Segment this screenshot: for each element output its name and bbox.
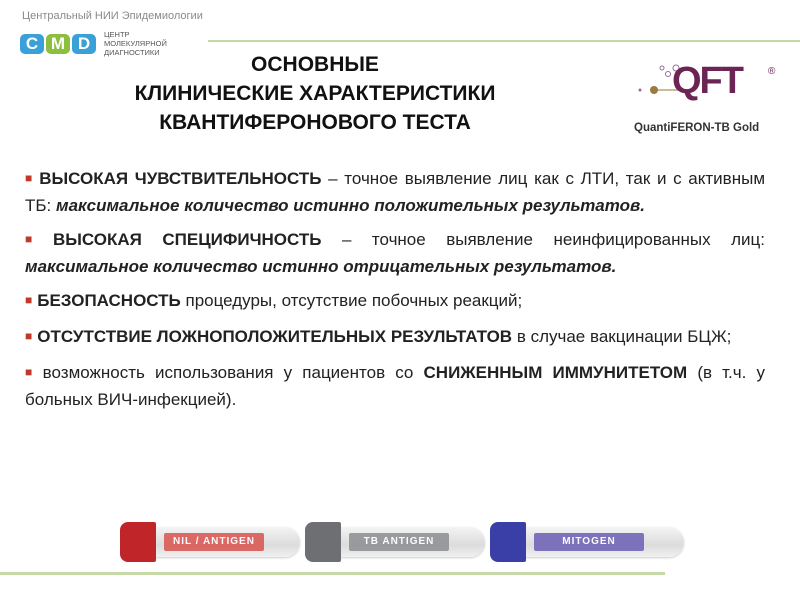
top-divider [208,40,800,42]
logo-letter-c: C [20,34,44,54]
logo-subtitle-line: ЦЕНТР [104,30,130,39]
tube-label: TB ANTIGEN [349,533,449,551]
item-text: возможность использования у пациентов со [42,363,424,382]
tube-tb-antigen [305,522,485,562]
organization-name: Центральный НИИ Эпидемиологии [22,10,203,22]
tube-body [339,527,485,557]
item-heading: ОТСУТСТВИЕ ЛОЖНОПОЛОЖИТЕЛЬНЫХ РЕЗУЛЬТАТОВ [37,327,513,346]
tube-cap [490,522,526,562]
blood-tubes-image [120,518,690,566]
list-item [25,324,765,351]
logo-letter-d: D [72,34,96,54]
list-item [25,166,765,218]
bottom-divider [0,572,665,575]
bullet-square-icon: ■ [25,171,35,185]
title-line: КВАНТИФЕРОНОВОГО ТЕСТА [159,111,471,134]
logo-letter-m: M [46,34,70,54]
item-heading: СНИЖЕННЫМ ИММУНИТЕТОМ [423,363,688,382]
tube-body [154,527,300,557]
item-emphasis: максимальное количество истинно отрицательных результатов. [25,257,617,276]
qft-registered: ® [768,66,776,77]
item-text: в случае вакцинации БЦЖ; [512,327,732,346]
bullet-square-icon: ■ [25,329,33,343]
item-heading: ВЫСОКАЯ ЧУВСТВИТЕЛЬНОСТЬ [39,169,322,188]
tube-nil [120,522,300,562]
item-text: (в т.ч. у больных ВИЧ-инфекцией). [25,363,765,409]
qft-logo [632,60,782,140]
tube-cap [305,522,341,562]
list-item [25,288,765,315]
list-item [25,360,765,412]
list-item [25,227,765,279]
item-heading: ВЫСОКАЯ СПЕЦИФИЧНОСТЬ [53,230,322,249]
bullet-square-icon: ■ [25,232,49,246]
logo-subtitle-line: МОЛЕКУЛЯРНОЙ [104,39,167,48]
title-line: ОСНОВНЫЕ [251,53,379,76]
tube-body [524,527,684,557]
tube-mitogen [490,522,685,562]
item-heading: БЕЗОПАСНОСТЬ [37,291,181,310]
qft-mark: QFT [672,60,742,102]
item-text: процедуры, отсутствие побочных реакций; [180,291,523,310]
slide-title [80,50,550,137]
item-text: – точное выявление неинфицированных лиц: [321,230,765,249]
bullet-square-icon: ■ [25,293,33,307]
logo-subtitle-line: ДИАГНОСТИКИ [104,48,160,57]
item-text: – точное выявление лиц как с ЛТИ, так и с активным ТБ: [25,169,766,215]
qft-brand-name: QuantiFERON-TB Gold [634,122,760,134]
characteristics-list [25,166,765,421]
item-emphasis: максимальное количество истинно положительных результатов. [56,196,646,215]
bullet-square-icon: ■ [25,365,38,379]
title-line: КЛИНИЧЕСКИЕ ХАРАКТЕРИСТИКИ [134,82,496,105]
tube-label: NIL / ANTIGEN [164,533,264,551]
tube-label: MITOGEN [534,533,644,551]
tube-cap [120,522,156,562]
